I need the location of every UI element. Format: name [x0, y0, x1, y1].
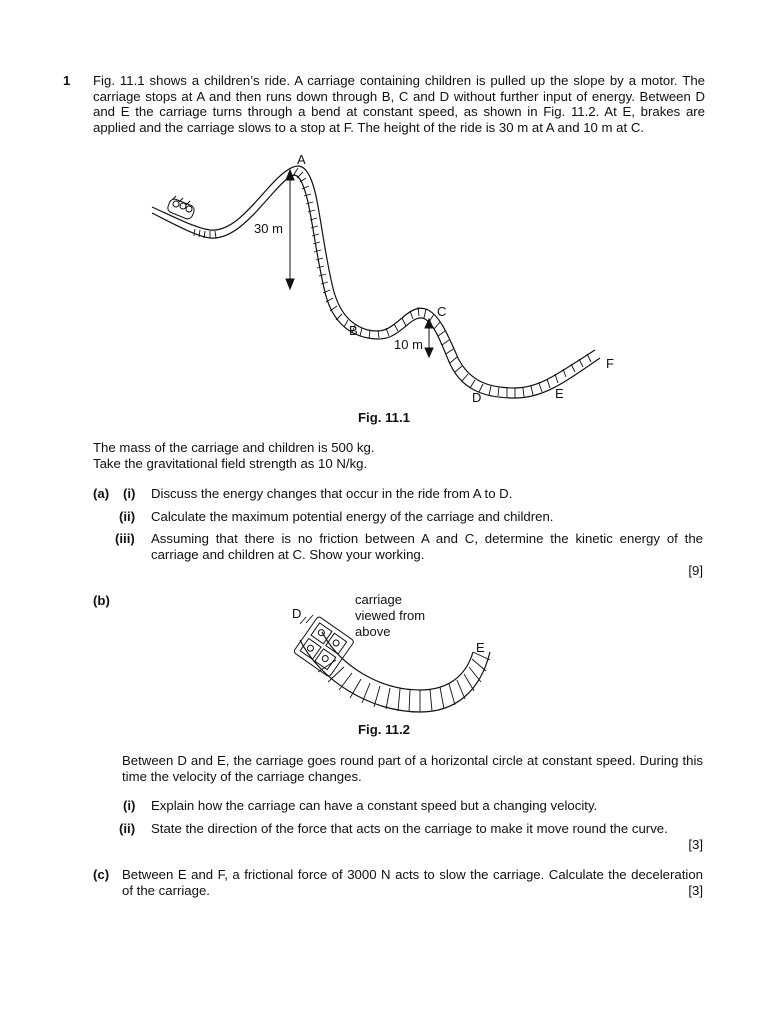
carriage-icon: [166, 196, 195, 220]
mass-line: The mass of the carriage and children is 500 kg.: [93, 440, 375, 455]
part-b-ii-text: State the direction of the force that acts on the carriage to make it move round the curve.: [151, 821, 668, 836]
curved-track: [300, 632, 490, 712]
part-a-ii-number: (ii): [119, 509, 136, 524]
fig-11-1-diagram: [140, 148, 620, 408]
part-a-i-text: Discuss the energy changes that occur in the ride from A to D.: [151, 486, 513, 501]
part-a-i-number: (i): [123, 486, 136, 501]
part-b-intro: Between D and E, the carriage goes round part of a horizontal circle at constant speed. During this time the velocity of the carriage changes.: [122, 753, 703, 784]
question-number: 1: [63, 73, 71, 88]
curved-track-ties: [318, 652, 490, 712]
track-ties: [194, 168, 591, 398]
fig2-label-d: D: [292, 606, 302, 621]
fig2-carriage-note-3: above: [355, 624, 391, 639]
gfs-line: Take the gravitational field strength as 10 N/kg.: [93, 456, 368, 471]
height-10m-arrow: [425, 319, 433, 357]
height-30m-arrow: [286, 170, 294, 289]
question-intro: Fig. 11.1 shows a children’s ride. A carriage containing children is pulled up the slope by a motor. The carriage stops at A and then runs down through B, C and D without further input of energy. Between D and E the carriage turns through a bend at constant speed, as shown in Fig. 11.2. At E, brakes are applied and the carriage slows to a stop at F. The height of the ride is 30 m at A and 10 m at C.: [93, 73, 705, 135]
fig2-carriage-note-1: carriage: [355, 592, 402, 607]
fig-11-1-caption: Fig. 11.1: [357, 410, 411, 425]
ride-track: [152, 166, 600, 398]
part-a-iii-number: (iii): [115, 531, 135, 546]
fig2-carriage-note-2: viewed from: [355, 608, 426, 623]
part-b-ii-number: (ii): [119, 821, 136, 836]
label-a: A: [297, 152, 306, 167]
label-f: F: [606, 356, 614, 371]
fig2-label-e: E: [476, 640, 485, 655]
part-b-i-number: (i): [123, 798, 136, 813]
part-c-marks: [3]: [688, 883, 703, 898]
label-10m: 10 m: [394, 337, 423, 352]
part-a-label: (a): [93, 486, 110, 501]
part-b-label: (b): [93, 593, 110, 608]
part-c-text: Between E and F, a frictional force of 3000 N acts to slow the carriage. Calculate the deceleration of the carriage.: [122, 867, 703, 898]
label-d: D: [472, 390, 482, 405]
label-e: E: [555, 386, 564, 401]
label-b: B: [349, 323, 358, 338]
part-a-iii-text: Assuming that there is no friction between A and C, determine the kinetic energy of the carriage and children at C. Show your working.: [151, 531, 703, 562]
label-30m: 30 m: [254, 221, 283, 236]
part-a-ii-text: Calculate the maximum potential energy of the carriage and children.: [151, 509, 554, 524]
part-b-marks: [3]: [688, 837, 703, 852]
fig-11-2-diagram: [280, 590, 510, 720]
part-b-i-text: Explain how the carriage can have a constant speed but a changing velocity.: [151, 798, 598, 813]
part-c-label: (c): [93, 867, 110, 882]
fig-11-2-caption: Fig. 11.2: [357, 722, 411, 737]
label-c: C: [437, 304, 447, 319]
part-a-marks: [9]: [688, 563, 703, 578]
